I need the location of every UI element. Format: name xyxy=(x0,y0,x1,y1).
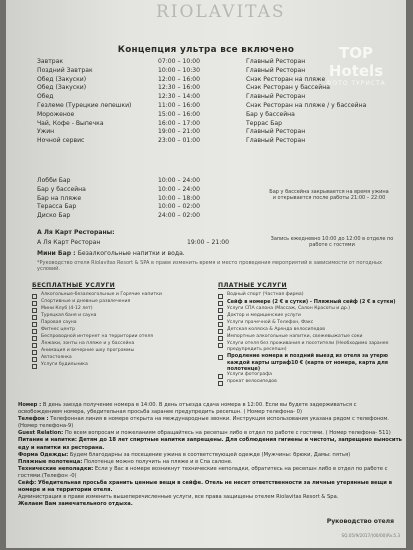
watermark-caption: ФОТО ТУРИСТА xyxy=(326,80,386,87)
list-item: Паровая сауна xyxy=(32,320,202,327)
alacarte-time: 19:00 – 21:00 xyxy=(187,239,230,246)
list-item: Доктор и медицинские услуги xyxy=(218,313,396,320)
alacarte-name: А Ля Карт Ресторан xyxy=(37,239,101,246)
alacarte-note: Запись ежедневно 10:00 до 12:00 в отделе по работе с гостями xyxy=(270,236,394,249)
list-item: Продление номера и поздний выезд из отеля за утерю каждой карты штраф10 € (карта от номера, карта для полотенце) xyxy=(218,353,396,372)
meal-place: Снэк Ресторан на пляже / у бассейна xyxy=(246,101,367,109)
bar-time: 10:00 – 24:00 xyxy=(158,185,201,193)
meal-place: Главный Ресторан xyxy=(246,58,306,65)
note-technical: Технические неполадки: Если у Вас в номере возникнут технические неполадки, обратитесь на ресепшн либо в отдел по работе с гостями.(Телефон -0) xyxy=(18,465,388,479)
paid-services-heading: ПЛАТНЫЕ УСЛУГИ xyxy=(218,282,287,289)
free-services-heading: БЕСПЛАТНЫЕ УСЛУГИ xyxy=(32,282,116,289)
meal-time: 12:00 – 16:00 xyxy=(158,75,201,83)
meal-time: 12:30 – 16:00 xyxy=(158,84,201,92)
meal-name: Ночной сервис xyxy=(37,137,85,145)
note-wish: Желаем Вам замечательного отдыха. xyxy=(18,501,133,508)
free-services-list xyxy=(32,292,202,369)
note-guest-relation: Guest Relation: По всем вопросам и пожеланиям обращайтесь на ресепшн либо в отдел по работе с гостями. ( Номер телефона- 511) xyxy=(18,430,391,437)
bar-time: 24:00 – 02:00 xyxy=(158,212,201,220)
meal-name: Обед (Закуски) xyxy=(37,84,87,92)
list-item: Детская коляска & Аренда велосипедов xyxy=(218,327,396,334)
note-safe: Сейф: Убедительная просьба хранить ценные вещи в сейфе. Отель не несет ответственности за личные утерянные вещи в номере и на территории отеля. xyxy=(18,480,392,494)
info-notes xyxy=(18,402,402,508)
schedule-row xyxy=(37,111,397,120)
bar-row xyxy=(37,203,397,212)
meal-time: 12:30 – 14:00 xyxy=(158,93,201,101)
checkbox-icon xyxy=(32,308,37,313)
meal-time: 16:00 – 17:00 xyxy=(158,119,201,127)
meal-place: Снэк Ресторан у бассейна xyxy=(246,84,330,92)
hotel-logo: RIOLAVITAS xyxy=(156,2,286,22)
checkbox-icon xyxy=(32,357,37,362)
meal-place: Бар у бассейна xyxy=(246,110,295,118)
meal-name: Мороженое xyxy=(37,110,75,118)
meal-place: Главный Ресторан xyxy=(246,128,306,136)
list-item: Услуги фотографа xyxy=(218,372,396,379)
alacarte-heading: А Ля Карт Рестораны: xyxy=(37,229,115,236)
bar-name: Диско Бар xyxy=(37,212,71,220)
meal-time: 10:00 – 10:30 xyxy=(158,66,201,74)
meal-name: Чай, Кофе - Выпечка xyxy=(37,119,104,127)
schedule-row xyxy=(37,67,397,76)
meal-place: Главный Ресторан xyxy=(246,93,306,101)
meal-place: Террас Бар xyxy=(246,119,283,127)
paid-services-list xyxy=(218,292,396,386)
checkbox-icon xyxy=(218,329,223,334)
meal-time: 23:00 – 01:00 xyxy=(158,137,201,145)
checkbox-icon xyxy=(218,294,223,299)
note-room: Номер : В день заезда получение номера в 14:00. В день отъезда сдача номера в 12:00. Если вы будете задерживаться с освобождением номера, убедительная просьба заранее предупредить ресепшн. ( Номер телефона- 0) xyxy=(18,402,357,416)
meal-time: 15:00 – 16:00 xyxy=(158,110,201,118)
checkbox-icon xyxy=(32,336,37,341)
meal-name: Гезлеме (Турецкие лепешки) xyxy=(37,101,132,109)
list-item: Услуги отеля без проживания и посетители (Необходимо заранее предупредить ресепшн) xyxy=(218,341,396,353)
checkbox-icon xyxy=(218,381,223,386)
meal-name: Завтрак xyxy=(37,58,64,65)
schedule-row xyxy=(37,93,397,102)
note-towels: Пляжные полотенца: Полотенце можно получить на пляже и в Спа салоне. xyxy=(18,458,233,465)
checkbox-icon xyxy=(32,329,37,334)
list-item: прокат велосипедов xyxy=(218,379,396,386)
list-item: Импортные алкогольные напитки, свежевыжатые соки xyxy=(218,334,396,341)
meal-time: 19:00 – 21:00 xyxy=(158,128,201,136)
checkbox-icon xyxy=(32,315,37,320)
note-phone: Телефон : Телефонная линия в номере открыта на международные звонки. Инструкция использования указана рядом с телефоном. (Номер телефона-9) xyxy=(18,416,389,430)
bar-row xyxy=(37,177,397,186)
schedule-row xyxy=(37,76,397,85)
signature: Руководство отеля xyxy=(326,518,394,525)
checkbox-icon xyxy=(32,350,37,355)
list-item: Сейф в номере (2 € в сутки) - Пляжный сейф (2 € в сутки) xyxy=(218,299,396,306)
checkbox-icon xyxy=(32,301,37,306)
checkbox-icon xyxy=(218,355,223,360)
schedule-row xyxy=(37,102,397,111)
checkbox-icon xyxy=(218,322,223,327)
checkbox-icon xyxy=(218,315,223,320)
bar-name: Терасса Бар xyxy=(37,203,77,211)
list-item: Водный спорт (Частная фирма) xyxy=(218,292,396,299)
bar-time: 10:00 – 24:00 xyxy=(158,177,201,184)
bar-note: Бар у бассейна закрывается на время ужина и открывается после работы 21:00 – 22:00 xyxy=(269,189,389,202)
meal-schedule xyxy=(37,58,397,146)
minibar-text: Безалкогольные напитки и вода. xyxy=(77,250,185,257)
schedule-row xyxy=(37,58,397,67)
minibar-line xyxy=(37,250,185,257)
bar-name: Бар на пляже xyxy=(37,194,82,202)
list-item: Услуги будильника xyxy=(32,362,202,369)
schedule-row xyxy=(37,137,397,146)
note-admin: Администрация в праве изменить вышеперечисленные услуги, все права защищены отелем Riolavitas Resort & Spa. xyxy=(18,494,339,501)
checkbox-icon xyxy=(32,322,37,327)
page-title: Концепция ультра все включено xyxy=(117,45,295,55)
meal-place: Главный Ресторан xyxy=(246,137,306,145)
list-item: Услуги прачечной & Телефон, Факс xyxy=(218,320,396,327)
list-item: Мини Клуб (4-12 лет) xyxy=(32,306,202,313)
list-item: Анимация и вечерние шоу программы xyxy=(32,348,202,355)
watermark-logo: TOP Hotels xyxy=(328,44,384,80)
list-item: Турецкая баня и сауна xyxy=(32,313,202,320)
meal-name: Поздний Завтрак xyxy=(37,66,93,74)
bar-time: 10:00 – 02:00 xyxy=(158,203,201,211)
checkbox-icon xyxy=(32,364,37,369)
list-item: Фитнес центр xyxy=(32,327,202,334)
document-code: SQ.05/9/2017/(00/00)Rv.5.3 xyxy=(341,533,400,538)
checkbox-icon xyxy=(32,343,37,348)
meal-place: Главный Ресторан xyxy=(246,66,306,74)
meal-place: Снэк Ресторан на пляже xyxy=(246,75,326,83)
list-item: Лежаки, зонты на пляже и у бассейна xyxy=(32,341,202,348)
list-item: Беспроводной интернет на территории отеля xyxy=(32,334,202,341)
checkbox-icon xyxy=(32,294,37,299)
meal-name: Обед (Закуски) xyxy=(37,75,87,83)
meal-time: 11:00 – 16:00 xyxy=(158,101,201,109)
schedule-row xyxy=(37,128,397,137)
note-food: Питание и напитки: Детям до 18 лет спиртные напитки запрещены. Для соблюдения гигиены и чистоты, запрещено выносить еду и напитки из ресторана. xyxy=(18,437,402,451)
checkbox-icon xyxy=(218,308,223,313)
note-dress: Форма Одежды: Будем благодарны за посещение ужина в соответствующей одежде (Мужчины: брюки, Дамы: пятья) xyxy=(18,451,351,458)
bar-name: Лобби Бар xyxy=(37,177,71,184)
list-item: Услуги СПА салона (Массаж, Салон Красоты и др.) xyxy=(218,306,396,313)
minibar-label: Мини Бар : xyxy=(37,250,76,257)
checkbox-icon xyxy=(218,336,223,341)
schedule-row xyxy=(37,120,397,129)
bar-name: Бар у бассейна xyxy=(37,185,86,193)
list-item: Автостоянка xyxy=(32,355,202,362)
checkbox-icon xyxy=(218,374,223,379)
meal-name: Обед xyxy=(37,93,54,101)
list-item: Алкогольные-безалкогольные и Горячие напитки xyxy=(32,292,202,299)
meal-name: Ужин xyxy=(37,128,55,136)
checkbox-icon xyxy=(218,301,223,306)
list-item: Спортивные и дневные развлечения xyxy=(32,299,202,306)
schedule-row xyxy=(37,84,397,93)
disclaimer: *Руководство отеля Riolavitas Resort & SPA в праве изменить время и место проведения мероприятий в зависимости от погодных условий. xyxy=(37,260,382,273)
bar-time: 10:00 – 18:00 xyxy=(158,194,201,202)
bar-row xyxy=(37,212,397,221)
checkbox-icon xyxy=(218,343,223,348)
document-page xyxy=(6,0,406,548)
meal-time: 07:00 – 10:00 xyxy=(158,58,201,65)
